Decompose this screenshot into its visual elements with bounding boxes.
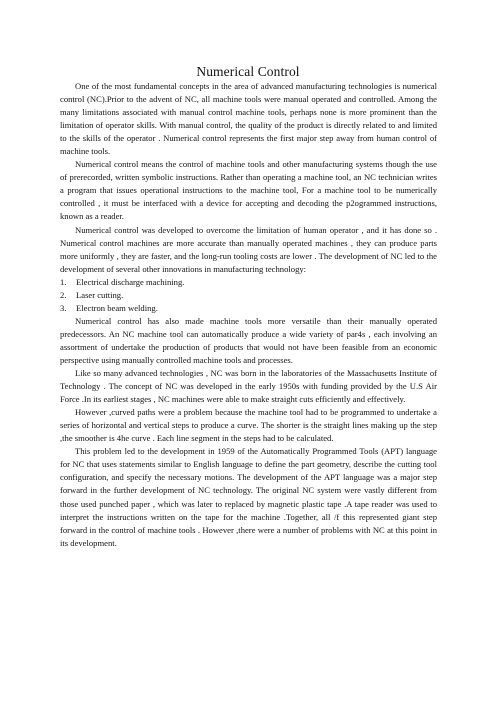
list-item-number: 1. — [60, 276, 67, 287]
document-body — [60, 80, 437, 550]
list-item-text: Electrical discharge machining. — [76, 276, 185, 287]
list-item — [60, 289, 437, 302]
paragraph-6: However ,curved paths were a problem because the machine tool had to be programmed to undertake a series of horizontal and vertical steps to produce a curve. The shorter is the straight lines making up the step ,the smoother is 4he curve . Each line segment in the steps had to be calculated. — [60, 407, 437, 444]
document-title: Numerical Control — [196, 64, 300, 79]
list-item — [60, 302, 437, 315]
paragraph-1: One of the most fundamental concepts in the area of advanced manufacturing technologies is numerical control (NC).Prior to the advent of NC, all machine tools were manual operated and controlled. Among the many limitations associated with manual control machine tools, perhaps none is more prominent than the limitation of operator skills. With manual control, the quality of the product is directly related to and limited to the skills of the operator . Numerical control represents the first major step away from human control of machine tools. — [60, 81, 437, 157]
list-item-text: Laser cutting. — [76, 289, 124, 300]
paragraph-4: Numerical control has also made machine tools more versatile than their manually operated predecessors. An NC machine tool can automatically produce a wide variety of par4s , each involving an assortment of undertake the production of products that would not have been feasible from an economic perspective using manually controlled machine tools and processes. — [60, 315, 437, 365]
list-item-number: 3. — [60, 302, 67, 313]
paragraph-3: Numerical control was developed to overcome the limitation of human operator , and it has done so . Numerical control machines are more accurate than manually operated machines , they can produce parts more uniformly , they are faster, and the long-run tooling costs are lower . The development of NC led to the development of several other innovations in manufacturing technology: — [60, 224, 437, 274]
paragraph-2: Numerical control means the control of machine tools and other manufacturing systems though the use of prerecorded, written symbolic instructions. Rather than operating a machine tool, an NC technician writes a program that issues operational instructions to the machine tool, For a machine tool to be numerically controlled , it must be interfaced with a device for accepting and decoding the p2ogrammed instructions, known as a reader. — [60, 159, 437, 222]
list-item-number: 2. — [60, 289, 67, 300]
innovations-list — [60, 276, 437, 315]
paragraph-7: This problem led to the development in 1959 of the Automatically Programmed Tools (APT) language for NC that uses statements similar to English language to define the part geometry, describe the cutting tool configuration, and specify the necessary motions. The development of the APT language was a major step forward in the further development of NC technology. The original NC system were vastly different from those used punched paper , which was later to replaced by magnetic plastic tape .A tape reader was used to interpret the instructions written on the tape for the machine .Together, all /f this represented giant step forward in the control of machine tools . However ,there were a number of problems with NC at this point in its development. — [60, 446, 437, 548]
list-item — [60, 276, 437, 289]
paragraph-5: Like so many advanced technologies , NC was born in the laboratories of the Massachusetts Institute of Technology . The concept of NC was developed in the early 1950s with funding provided by the U.S Air Force .In its earliest stages , NC machines were able to make straight cuts efficiently and effectively. — [60, 368, 437, 405]
list-item-text: Electron beam welding. — [76, 302, 158, 313]
